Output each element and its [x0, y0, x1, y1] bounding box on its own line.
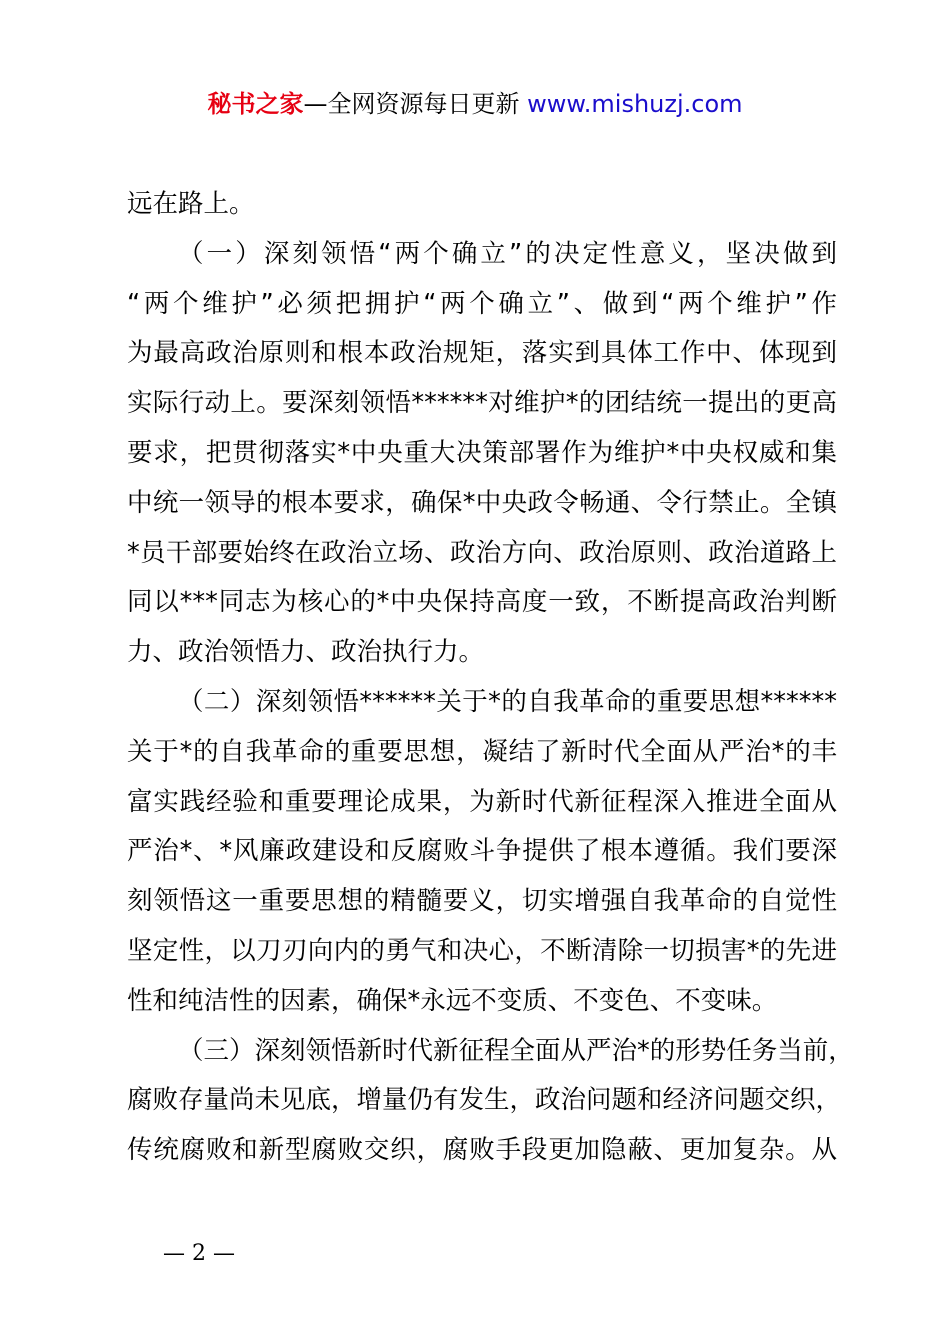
text-line: 腐败存量尚未见底，增量仍有发生，政治问题和经济问题交织， [127, 1085, 842, 1116]
text-line: 要求，把贯彻落实*中央重大决策部署作为维护*中央权威和集 [127, 437, 837, 468]
text-line: 力、政治领悟力、政治执行力。 [127, 637, 485, 668]
section-heading-1: （一）深刻领悟“两个确立”的决定性意义，坚决做到 [178, 238, 837, 269]
text-line: 关于*的自我革命的重要思想，凝结了新时代全面从严治*的丰 [127, 736, 837, 767]
text-line: 坚定性，以刀刃向内的勇气和决心，不断清除一切损害*的先进 [127, 935, 837, 966]
text-line: “两个维护”必须把拥护“两个确立”、做到“两个维护”作 [127, 288, 837, 319]
document-body [127, 180, 854, 1176]
text-line: 为最高政治原则和根本政治规矩，落实到具体工作中、体现到 [127, 338, 837, 369]
text-line: 中统一领导的根本要求，确保*中央政令畅通、令行禁止。全镇 [127, 487, 837, 518]
page-number: — 2 — [163, 1241, 235, 1266]
text-line: 严治*、*风廉政建设和反腐败斗争提供了根本遵循。我们要深 [127, 836, 837, 867]
text-line: 富实践经验和重要理论成果，为新时代新征程深入推进全面从 [127, 786, 837, 817]
site-url-link[interactable]: www.mishuzj.com [527, 90, 743, 118]
section-heading-3: （三）深刻领悟新时代新征程全面从严治*的形势任务当前， [178, 1035, 854, 1066]
text-line: 性和纯洁性的因素，确保*永远不变质、不变色、不变味。 [127, 985, 778, 1016]
text-line: 实际行动上。要深刻领悟******对维护*的团结统一提出的更高 [127, 388, 837, 419]
site-header [0, 86, 950, 122]
text-line: 同以***同志为核心的*中央保持高度一致，不断提高政治判断 [127, 587, 837, 618]
header-tagline: 全网资源每日更新 [327, 90, 520, 118]
header-dash: — [303, 90, 328, 118]
text-line: 传统腐败和新型腐败交织，腐败手段更加隐蔽、更加复杂。从 [127, 1135, 837, 1166]
text-line: 远在路上。 [127, 189, 255, 219]
text-line: *员干部要始终在政治立场、政治方向、政治原则、政治道路上 [127, 537, 837, 568]
brand-name: 秘书之家 [207, 90, 304, 118]
text-line: 刻领悟这一重要思想的精髓要义，切实增强自我革命的自觉性 [127, 886, 837, 917]
section-heading-2: （二）深刻领悟******关于*的自我革命的重要思想****** [178, 686, 837, 717]
